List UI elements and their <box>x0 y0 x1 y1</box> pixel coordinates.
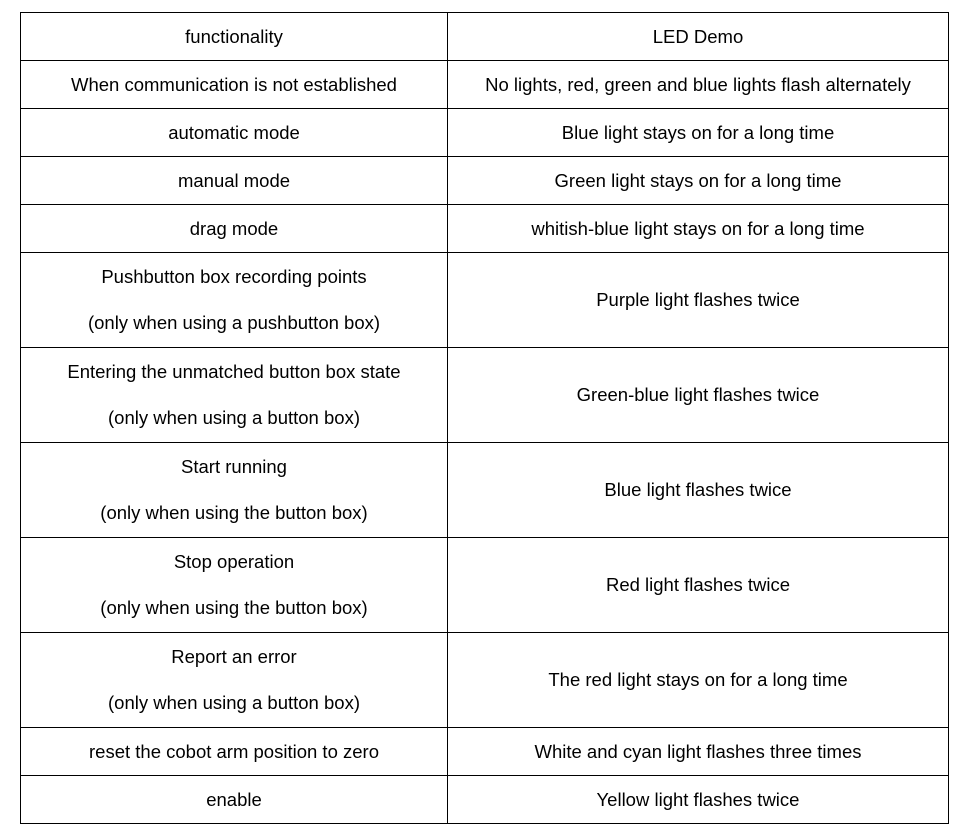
functionality-text: Start running <box>181 456 287 477</box>
functionality-note: (only when using the button box) <box>100 502 368 523</box>
table-row <box>21 61 949 109</box>
table-row <box>21 633 949 728</box>
table-row <box>21 443 949 538</box>
functionality-cell <box>21 109 448 157</box>
functionality-cell <box>21 538 448 633</box>
functionality-cell <box>21 157 448 205</box>
functionality-note: (only when using a pushbutton box) <box>87 312 381 333</box>
functionality-cell <box>21 776 448 824</box>
header-functionality: functionality <box>21 13 448 61</box>
functionality-cell <box>21 728 448 776</box>
functionality-cell <box>21 253 448 348</box>
table-row <box>21 205 949 253</box>
functionality-cell <box>21 443 448 538</box>
functionality-text: enable <box>206 788 262 810</box>
table-row <box>21 253 949 348</box>
led-cell: Green-blue light flashes twice <box>448 348 949 443</box>
led-cell: No lights, red, green and blue lights flash alternately <box>448 61 949 109</box>
functionality-note: (only when using the button box) <box>100 597 368 618</box>
table-header-row <box>21 13 949 61</box>
functionality-text: When communication is not established <box>71 73 397 95</box>
functionality-cell <box>21 205 448 253</box>
led-cell: Green light stays on for a long time <box>448 157 949 205</box>
led-status-table <box>20 12 949 824</box>
table-row <box>21 157 949 205</box>
led-cell: Yellow light flashes twice <box>448 776 949 824</box>
led-cell: Red light flashes twice <box>448 538 949 633</box>
functionality-note: (only when using a button box) <box>108 692 360 713</box>
functionality-cell <box>21 633 448 728</box>
table-row <box>21 109 949 157</box>
led-cell: Purple light flashes twice <box>448 253 949 348</box>
header-led-demo: LED Demo <box>448 13 949 61</box>
table-row <box>21 728 949 776</box>
table-row <box>21 776 949 824</box>
functionality-text: Report an error <box>171 646 297 667</box>
led-cell: Blue light flashes twice <box>448 443 949 538</box>
functionality-note: (only when using a button box) <box>108 407 360 428</box>
functionality-text: automatic mode <box>168 121 300 143</box>
led-cell: Blue light stays on for a long time <box>448 109 949 157</box>
led-cell: The red light stays on for a long time <box>448 633 949 728</box>
functionality-text: Pushbutton box recording points <box>101 266 367 287</box>
functionality-text: Stop operation <box>173 551 295 572</box>
functionality-cell <box>21 61 448 109</box>
table-row <box>21 348 949 443</box>
functionality-cell <box>21 348 448 443</box>
led-cell: whitish-blue light stays on for a long time <box>448 205 949 253</box>
functionality-text: reset the cobot arm position to zero <box>89 740 379 762</box>
functionality-text: drag mode <box>189 217 279 239</box>
functionality-text: manual mode <box>177 169 291 191</box>
functionality-text: Entering the unmatched button box state <box>67 361 401 382</box>
led-cell: White and cyan light flashes three times <box>448 728 949 776</box>
table-row <box>21 538 949 633</box>
